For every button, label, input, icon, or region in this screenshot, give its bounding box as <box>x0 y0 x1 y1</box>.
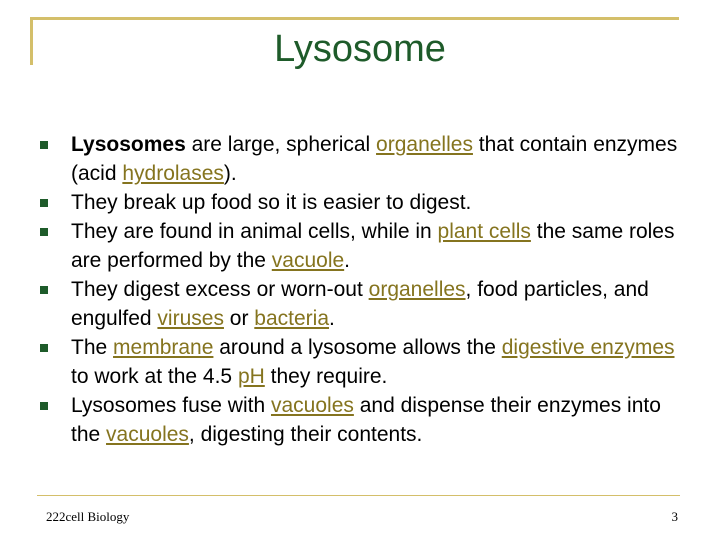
bullet-list <box>40 130 680 449</box>
term-lysosomes: Lysosomes <box>71 133 186 156</box>
square-bullet-icon <box>40 402 48 410</box>
bullet-text: They digest excess or worn-out <box>71 278 369 301</box>
bullet-text: and dispense their enzymes into the <box>71 394 661 446</box>
link-vacuoles[interactable]: vacuoles <box>106 423 189 446</box>
square-bullet-icon <box>40 286 48 294</box>
bullet-item-1 <box>40 130 680 188</box>
bullet-text: that contain enzymes (acid <box>71 133 678 185</box>
bullet-text: . <box>329 307 335 330</box>
footer-rule <box>37 495 680 496</box>
bullet-text: . <box>344 249 351 272</box>
bullet-text: the same roles are performed by the <box>71 220 675 272</box>
square-bullet-icon <box>40 141 48 149</box>
link-viruses[interactable]: viruses <box>157 307 224 330</box>
footer-course-label: 222cell Biology <box>46 509 130 524</box>
bullet-text: ). <box>223 162 237 185</box>
bullet-item-4 <box>40 275 680 333</box>
bullet-text: they require. <box>264 365 388 388</box>
link-bacteria[interactable]: bacteria <box>254 307 330 330</box>
bullet-text: , food particles, and engulfed <box>71 278 649 330</box>
square-bullet-icon <box>40 344 48 352</box>
bullet-text: are large, spherical <box>185 133 377 156</box>
bullet-text: around a lysosome allows the <box>213 336 502 359</box>
link-ph[interactable]: pH <box>237 365 265 388</box>
link-vacuole[interactable]: vacuole <box>271 249 345 272</box>
page-number: 3 <box>671 509 678 524</box>
bullet-text: They are found in animal cells, while in <box>71 220 438 243</box>
bullet-text: or <box>223 307 255 330</box>
bullet-text: , digesting their contents. <box>188 423 423 446</box>
frame-top-rule <box>30 17 679 20</box>
square-bullet-icon <box>40 199 48 207</box>
link-vacuoles[interactable]: vacuoles <box>270 394 354 417</box>
link-organelles[interactable]: organelles <box>376 133 473 156</box>
square-bullet-icon <box>40 228 48 236</box>
bullet-item-2 <box>40 188 680 217</box>
bullet-text: They break up food so it is easier to digest. <box>71 191 472 214</box>
bullet-item-3 <box>40 217 680 275</box>
bullet-text: Lysosomes fuse with <box>71 394 271 417</box>
link-plant-cells[interactable]: plant cells <box>437 220 531 243</box>
bullet-item-6 <box>40 391 680 449</box>
slide-title: Lysosome <box>274 28 446 70</box>
link-hydrolases[interactable]: hydrolases <box>122 162 224 185</box>
link-membrane[interactable]: membrane <box>113 336 214 359</box>
bullet-text: to work at the 4.5 <box>71 365 238 388</box>
bullet-item-5 <box>40 333 680 391</box>
link-digestive-enzymes[interactable]: digestive enzymes <box>501 336 675 359</box>
link-organelles[interactable]: organelles <box>368 278 466 301</box>
bullet-text: The <box>71 336 114 359</box>
